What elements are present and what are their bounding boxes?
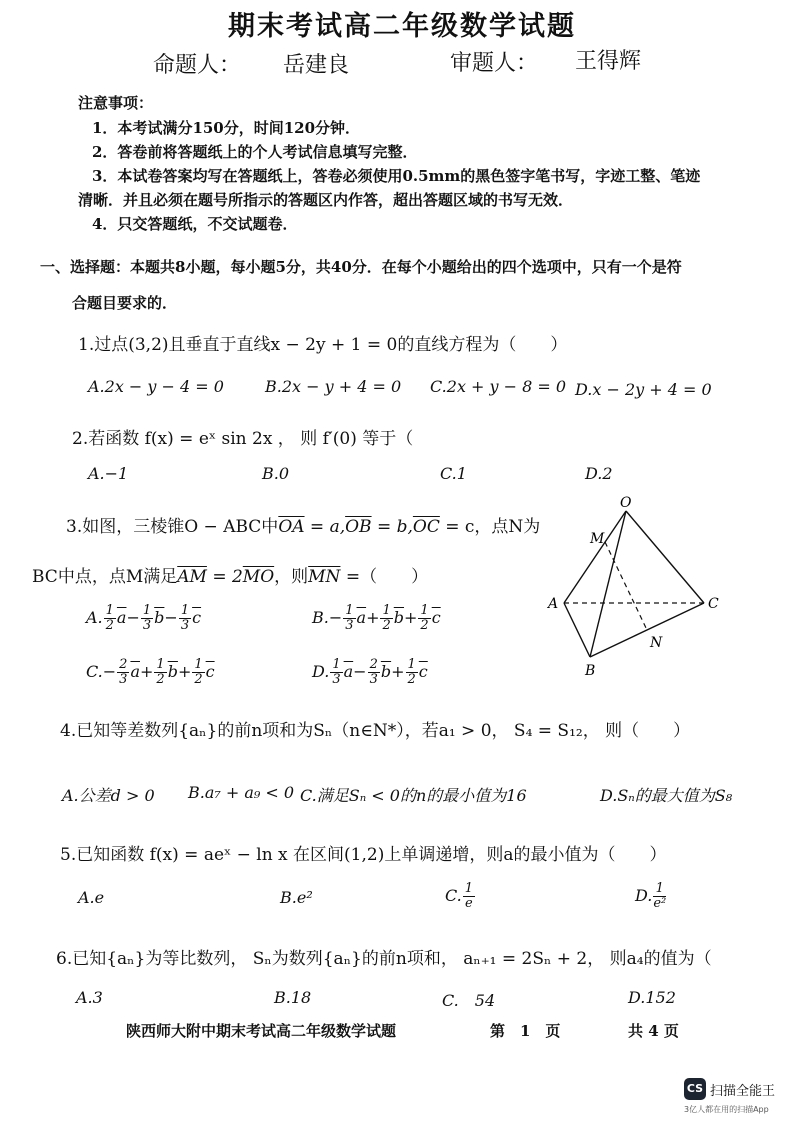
q6-option-c: C. 54 [442,991,496,1010]
reviewer-name: 王得辉 [575,49,642,74]
q5-option-c-fraction [463,882,475,911]
q3-text-c: ，则 [274,567,309,587]
camscanner-logo-icon: CS [684,1078,706,1100]
question-6: 6.已知{aₙ}为等比数列， Sₙ为数列{aₙ}的前n项和， aₙ₊₁ = 2Sₙ + 2， 则a₄的值为（ [56,949,712,969]
term-sign: − [126,608,140,627]
edge-oc [626,511,704,603]
term-fraction [179,604,191,633]
footer-total-pages: 共 4 页 [628,1022,679,1040]
section-heading-cont: 合题目要求的． [72,294,178,312]
edge-oa [564,511,626,603]
term-vector: $\overline{c}$ [418,662,428,681]
q2-option-a: A.−1 [88,464,129,483]
q2-option-b: B.0 [262,464,290,483]
label-o: O [620,495,632,511]
term-fraction [380,604,392,633]
notice-item-2: 2．答卷前将答题纸上的个人考试信息填写完整． [92,143,418,161]
q2-option-d: D.2 [585,464,613,483]
term-vector: $\overline{a}$ [116,608,127,627]
fraction-denominator: 3 [142,618,152,633]
q5-option-b: B.e² [280,888,313,907]
fraction-numerator: 2 [119,657,128,672]
fraction-denominator: 2 [407,672,416,687]
term-vector: $\overline{c}$ [431,608,441,627]
q6-option-b: B.18 [274,988,312,1007]
term-sign: + [366,608,380,627]
label-a: A [548,596,559,612]
fraction-numerator: 1 [420,603,429,618]
q4-option-d: D.Sₙ的最大值为S₈ [600,786,733,805]
section-heading: 一、选择题：本题共8小题，每小题5分，共40分．在每个小题给出的四个选项中，只有一个是符 [40,258,682,276]
author-label: 命题人： [153,53,242,78]
question-2: 2.若函数 f(x) = eˣ sin 2x ， 则 f′(0) 等于（ [72,429,414,449]
term-vector: $\overline{b}$ [380,662,392,681]
fraction-denominator: 2 [156,672,165,687]
reviewer-label: 审题人： [450,51,539,76]
footer-exam-title: 陕西师大附中期末考试高二年级数学试题 [126,1022,397,1040]
question-3-line-1 [66,512,540,537]
fraction-denominator: 3 [180,618,190,633]
q5-d-denominator: e² [653,896,667,911]
q5-c-numerator: 1 [464,881,474,896]
fraction-denominator: 2 [420,618,429,633]
vector-am: $\overline{AM}$ [177,567,207,587]
q3-option-d [312,658,428,687]
term-vector: $\overline{b}$ [393,608,405,627]
q3-option-c [86,658,215,687]
question-5: 5.已知函数 f(x) = aeˣ − ln x 在区间(1,2)上单调递增，则a的最小值为（ ） [60,845,667,865]
term-fraction [330,658,342,687]
fraction-denominator: 3 [119,672,128,687]
question-4: 4.已知等差数列{aₙ}的前n项和为Sₙ（n∈N*），若a₁ > 0， S₄ = S₁₂， 则（ ） [60,721,691,741]
label-n: N [650,635,663,651]
q5-d-numerator: 1 [653,882,666,897]
term-sign: − [353,662,367,681]
q3-eq-a: = a, [304,517,346,537]
term-fraction [343,604,355,633]
fraction-numerator: 1 [345,603,354,618]
term-sign: − [164,608,178,627]
fraction-denominator: 3 [332,672,341,687]
q5-option-d-fraction [653,882,666,911]
q3-eq-b: = b, [371,517,413,537]
term-fraction [141,604,153,633]
term-fraction [418,604,430,633]
term-fraction [192,658,204,687]
fraction-denominator: 3 [369,672,378,687]
term-sign: + [177,662,192,681]
vector-oa: $\overline{OA}$ [278,517,305,537]
notice-item-1: 1．本考试满分150分，时间120分钟． [92,119,361,137]
q6-option-d: D.152 [628,988,676,1007]
term-vector: $\overline{a}$ [343,662,354,681]
q6-option-a: A.3 [76,988,103,1007]
fraction-denominator: 3 [345,618,354,633]
q4-option-a: A.公差d > 0 [62,786,155,805]
fraction-numerator: 1 [180,603,190,618]
q1-option-b: B.2x − y + 4 = 0 [265,377,402,396]
q3-eq-m: = 2 [206,567,243,587]
q3-text-a: 3.如图，三棱锥O − ABC中 [66,517,279,537]
option-label: C. [86,662,103,681]
term-fraction [368,658,380,687]
fraction-numerator: 1 [407,657,416,672]
q3-eq-c: = c，点N为 [439,517,541,537]
fraction-numerator: 1 [332,657,341,672]
q1-option-c: C.2x + y − 8 = 0 [430,377,567,396]
q1-option-d: D.x − 2y + 4 = 0 [575,380,712,399]
edge-ab [564,603,590,657]
fraction-numerator: 2 [369,657,378,672]
notice-item-3-cont: 清晰．并且必须在题号所指示的答题区内作答，超出答题区域的书写无效． [78,191,574,209]
scanner-watermark [684,1078,775,1100]
notice-item-3: 3．本试卷答案均写在答题纸上，答卷必须使用0.5mm的黑色签字笔书写，字迹工整、笔迹 [92,167,701,185]
term-fraction [406,658,418,687]
fraction-denominator: 2 [105,618,114,633]
q2-option-c: C.1 [440,464,467,483]
term-vector: $\overline{c}$ [205,662,215,681]
option-label: D. [312,662,330,681]
author-name: 岳建良 [283,53,350,78]
segment-mn [605,542,647,630]
q5-option-a: A.e [78,888,105,907]
term-sign: + [404,608,418,627]
term-sign: + [391,662,405,681]
q3-text-d: =（ ） [340,567,429,587]
fraction-numerator: 1 [382,603,391,618]
term-fraction [104,604,116,633]
question-1: 1.过点(3,2)且垂直于直线x − 2y + 1 = 0的直线方程为（ ） [78,335,568,355]
notice-item-4: 4．只交答题纸，不交试题卷． [92,215,298,233]
q5-option-c [445,882,476,911]
question-3-line-2 [32,562,428,587]
term-sign: − [328,608,343,627]
term-fraction [154,658,166,687]
fraction-numerator: 1 [194,657,203,672]
footer-page-number: 第 1 页 [490,1022,561,1040]
q5-c-denominator: e [465,896,473,911]
fraction-numerator: 1 [156,657,165,672]
q5-option-d-label: D. [635,886,653,905]
notice-heading: 注意事项： [78,94,154,112]
vector-ob: $\overline{OB}$ [345,517,372,537]
fraction-numerator: 1 [142,603,152,618]
label-b: B [585,663,596,679]
fraction-denominator: 2 [194,672,203,687]
term-vector: $\overline{c}$ [192,608,202,627]
term-fraction [117,658,129,687]
q3-text-b: BC中点，点M满足 [32,567,178,587]
term-vector: $\overline{b}$ [167,662,178,681]
q3-option-a [86,604,201,633]
label-m: M [590,531,605,547]
fraction-denominator: 2 [382,618,391,633]
pyramid-figure [540,495,740,685]
term-sign: + [140,662,154,681]
option-label: A. [86,608,103,627]
page-title: 期末考试高二年级数学试题 [228,11,576,42]
vector-mn: $\overline{MN}$ [308,567,341,587]
watermark-name: 扫描全能王 [710,1083,776,1099]
q4-option-b: B.a₇ + a₉ < 0 [188,783,295,802]
term-vector: $\overline{a}$ [130,662,140,681]
q4-option-c: C.满足Sₙ < 0的n的最小值为16 [300,786,527,805]
q1-option-a: A.2x − y − 4 = 0 [88,377,224,396]
vector-mo: $\overline{MO}$ [242,567,275,587]
term-vector: $\overline{b}$ [154,608,165,627]
watermark-subtitle: 3亿人都在用的扫描App [684,1105,769,1114]
term-vector: $\overline{a}$ [356,608,367,627]
q3-option-b [312,604,441,633]
vector-oc: $\overline{OC}$ [412,517,440,537]
term-sign: − [102,662,117,681]
q5-option-c-label: C. [445,886,462,905]
label-c: C [708,596,719,612]
option-label: B. [312,608,329,627]
q5-option-d [635,882,667,911]
fraction-numerator: 1 [105,603,114,618]
